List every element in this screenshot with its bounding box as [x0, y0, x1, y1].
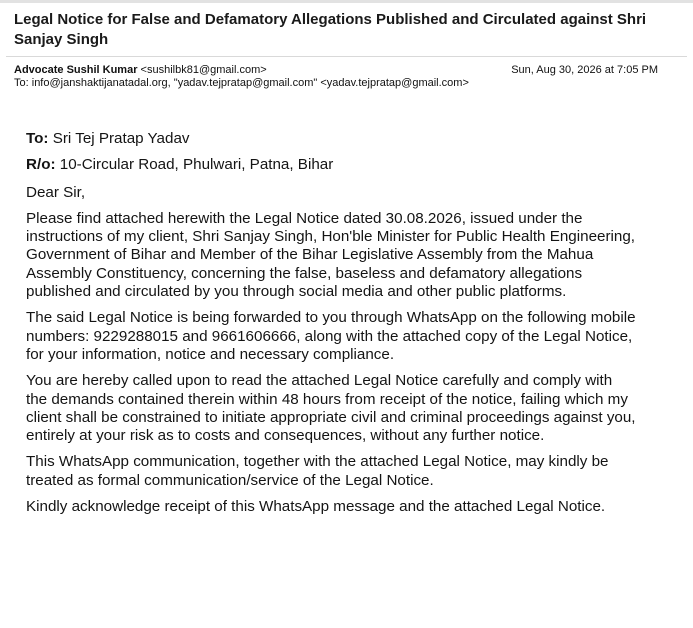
recipients-row: [14, 76, 674, 90]
body-paragraph: Please find attached herewith the Legal Notice dated 30.08.2026, issued under the instructions of my client, Shri Sanjay Singh, Hon'ble Minister for Public Health Engineering, Government of Bihar and Member of the Bihar Legislative Assembly from the Mahua Assembly Constituency, concerning the false, baseless and defamatory allegations published and circulated by you through social media and other public platforms.: [26, 209, 636, 301]
sender-name[interactable]: Advocate Sushil Kumar: [14, 64, 138, 76]
body-paragraph: This WhatsApp communication, together with the attached Legal Notice, may kindly be treated as formal communication/service of the Legal Notice.: [26, 453, 609, 489]
sent-date: Sun, Aug 30, 2026 at 7:05 PM: [511, 64, 658, 76]
addressee-residence: 10-Circular Road, Phulwari, Patna, Bihar: [59, 156, 334, 174]
body-paragraph: The said Legal Notice is being forwarded to you through WhatsApp on the following mobile numbers: 9229288015 and 9661606666, along with the attached copy of the Legal Notice, for your information, notice and necessary compliance.: [26, 309, 636, 363]
email-body: [26, 130, 636, 524]
addressee-to-label: To:: [26, 130, 49, 147]
sender-address[interactable]: <sushilbk81@gmail.com>: [140, 64, 267, 76]
email-subject: Legal Notice for False and Defamatory Allegations Published and Circulated against Shri Sanjay Singh: [14, 11, 647, 48]
to-label: To:: [14, 77, 29, 89]
addressee-block: [26, 130, 636, 175]
salutation: Dear Sir,: [26, 183, 86, 201]
top-border: [0, 0, 693, 3]
addressee-residence-line: [26, 156, 636, 174]
recipients-list[interactable]: info@janshaktijanatadal.org, "yadav.tejpratap@gmail.com" <yadav.tejpratap@gmail.com>: [31, 77, 469, 89]
header-divider: [6, 56, 687, 57]
body-paragraph: Kindly acknowledge receipt of this WhatsApp message and the attached Legal Notice.: [26, 498, 606, 516]
sender-row: [14, 63, 674, 77]
addressee-name-line: [26, 130, 636, 148]
addressee-name: Sri Tej Pratap Yadav: [52, 130, 190, 147]
addressee-ro-label: R/o:: [26, 156, 56, 174]
body-paragraph: You are hereby called upon to read the attached Legal Notice carefully and comply with the demands contained therein within 48 hours from receipt of the notice, failing which my client shall be constrained to initiate appropriate civil and criminal proceedings against you, entirely at your risk as to costs and consequences, without any further notice.: [26, 372, 636, 445]
